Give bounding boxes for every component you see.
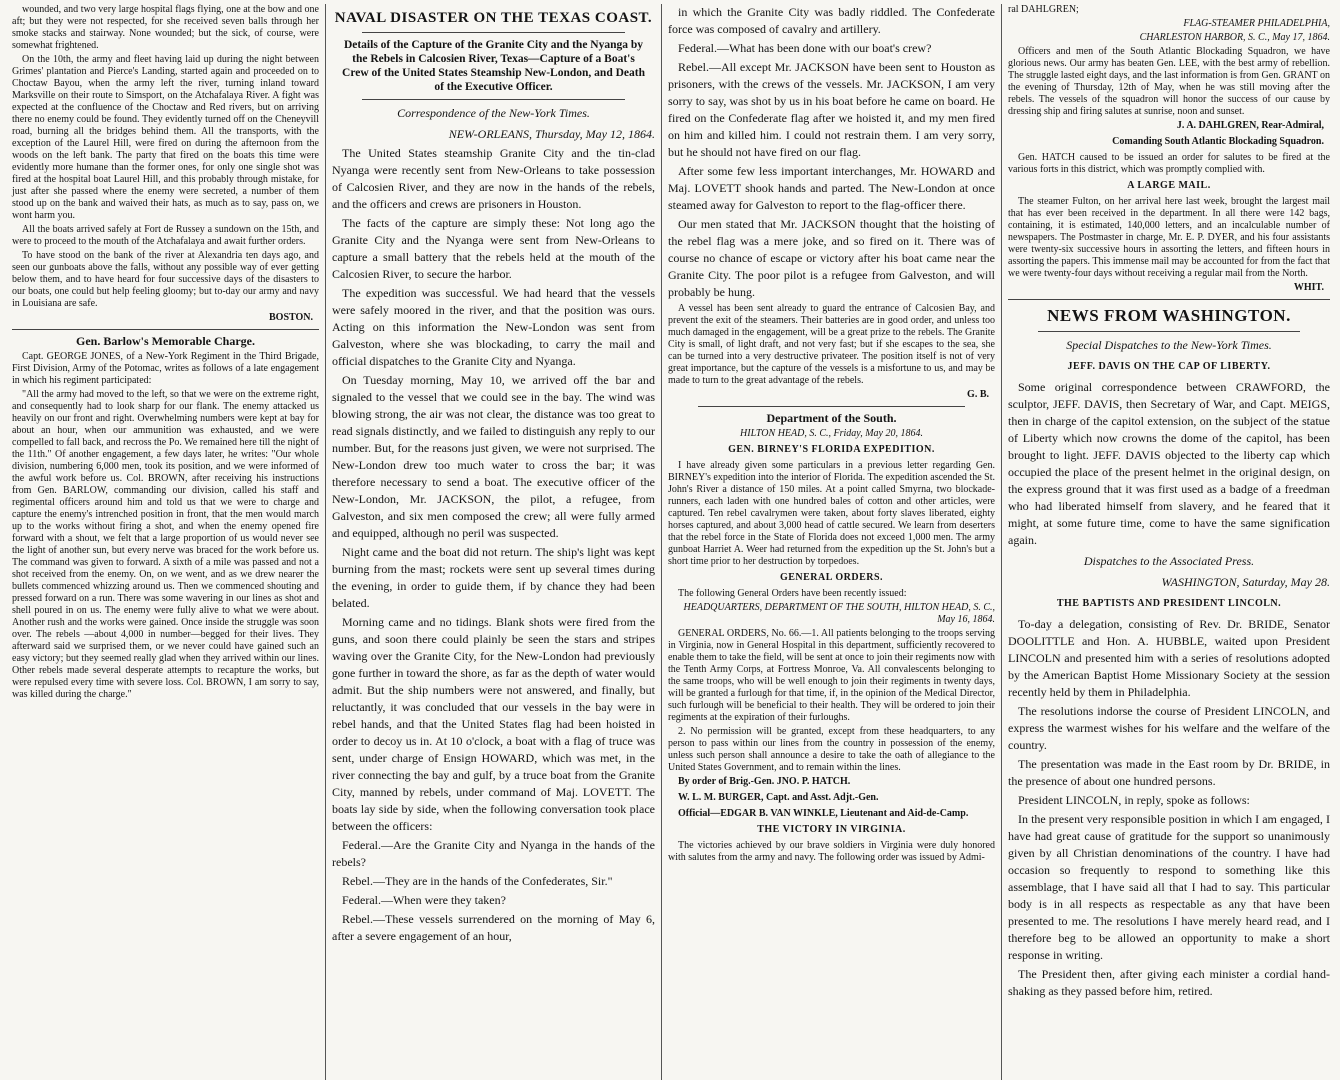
article-paragraph: Some original correspondence between CRAWFORD, the sculptor, JEFF. DAVIS, then Secretary of War, and Capt. MEIGS, then in charge of the capitol extension, on the subject of the statue of Liberty which now crowns the dome of the capitol, has been brought to light. JEFF. DAVIS objected to the liberty cap which occupied the place of the present helmet in the original design, on the express ground that it was first used as a badge of a freedman who had liberated himself from slavery, and he feared that it might, at some future time, come to have the same signification again. xyxy=(1008,380,1330,547)
headquarters-line: CHARLESTON HARBOR, S. C., May 17, 1864. xyxy=(1139,32,1330,43)
orders-paragraph: GENERAL ORDERS, No. 66.—1. All patients belonging to the troops serving in Virginia, now in General Hospital in this department, sufficiently recovered to enable them to take the field, will be sent at once to join their regiments now with the Tenth Army Corps, at Fortress Monroe, Va. All convalescents belonging to the same troops, who will be well enough to join their regiments in twenty days, will be granted a furlough for that time, if, in the opinion of the Medical Director, such furlough will be beneficial to their health. They will be ordered to join their regiments at the expiration of their furloughs. xyxy=(668,628,995,723)
headline-rule xyxy=(1038,331,1300,332)
article-paragraph: Night came and the boat did not return. The ship's light was kept burning from the mast; rockets were sent up several times during the evening, in order to guide them, if by chance they had been belated. xyxy=(332,545,655,610)
article-paragraph: The victories achieved by our brave soldiers in Virginia were duly honored with salutes from the army and navy. The following order was issued by Admi- xyxy=(668,840,995,863)
article-paragraph: To-day a delegation, consisting of Rev. Dr. BRIDE, Senator DOOLITTLE and Hon. A. HUBBLE, waited upon President LINCOLN and presented him with a series of resolutions adopted by the American Baptist Home Missionary Society at the session recently held by them in Philadelphia. xyxy=(1008,617,1330,699)
column-1 xyxy=(6,4,326,1080)
article-paragraph: All the boats arrived safely at Fort de Russey a sundown on the 15th, and were to proceed to the mouth of the Atchafalaya and await further orders. xyxy=(12,224,319,247)
dialogue-line: Rebel.—All except Mr. JACKSON have been sent to Houston as prisoners, with the crews of the vessels. Mr. JACKSON, I am very sorry to say, was shot by us in his boat before he came on board. He fired on the Confederate flag after we hoisted it, and my men fired on him and killed him. I could not restrain them. I am very sorry, but he should not have fired on our flag. xyxy=(668,60,995,159)
article-paragraph: The United States steamship Granite City and the tin-clad Nyanga were recently sent from New-Orleans to take possession of Calcosien River, and they are now in the hands of the rebels, and the officers and crews are prisoners in Houston. xyxy=(332,146,655,211)
article-paragraph: After some few less important interchanges, Mr. HOWARD and Maj. LOVETT shook hands and parted. The New-London at once steamed away for Galveston to report to the flag-officer there. xyxy=(668,164,995,212)
signature: G. B. xyxy=(967,389,989,400)
article-paragraph: The President then, after giving each minister a cordial hand-shaking as they passed before him, retired. xyxy=(1008,967,1330,998)
section-heading: Department of the South. xyxy=(766,411,897,425)
column-4 xyxy=(1002,4,1336,1080)
article-paragraph: President LINCOLN, in reply, spoke as follows: xyxy=(1018,793,1250,807)
article-paragraph: The presentation was made in the East room by Dr. BRIDE, in the presence of about one hundred persons. xyxy=(1008,757,1330,788)
article-paragraph: ral DAHLGREN; xyxy=(1008,4,1079,15)
headquarters-line: HEADQUARTERS, DEPARTMENT OF THE SOUTH, HILTON HEAD, S. C., May 16, 1864. xyxy=(683,602,995,625)
article-paragraph: in which the Granite City was badly riddled. The Confederate force was composed of cavalry and artillery. xyxy=(668,5,995,36)
dateline: NEW-ORLEANS, Thursday, May 12, 1864. xyxy=(448,127,655,141)
article-heading: Gen. Barlow's Memorable Charge. xyxy=(76,334,255,348)
column-2 xyxy=(326,4,662,1080)
article-paragraph: Gen. HATCH caused to be issued an order for salutes to be fired at the various forts in this district, which was promptly complied with. xyxy=(1008,152,1330,175)
section-rule xyxy=(698,406,965,407)
article-paragraph: wounded, and two very large hospital flags flying, one at the bow and one aft; but they were not respected, for she received seven balls through her smoke stacks and stairway. None wounded; but the sick, of course, were somewhat frightened. xyxy=(12,4,319,51)
article-paragraph: Officers and men of the South Atlantic Blockading Squadron, we have glorious news. Our army has beaten Gen. LEE, with the best army of rebellion. The struggle lasted eight days, and the last information is from Gen. GRANT on the evening of Thursday, 12th of May, when he was still moving after the rebels. The vessels of the squadron will honor the success of our cause by dressing ship and firing salutes at sunrise, noon and sunset. xyxy=(1008,46,1330,117)
subheading: GEN. BIRNEY'S FLORIDA EXPEDITION. xyxy=(728,444,935,455)
article-paragraph: I have already given some particulars in a previous letter regarding Gen. BIRNEY's expedition into the interior of Florida. The expedition ascended the St. John's River a distance of 150 miles. At a point called Smyrna, two blockade-runners, each laden with one hundred bales of cotton and other articles, were captured. Ten rebel cavalrymen were taken, about forty slaves liberated, eighty horses captured, and about 3,000 head of cattle secured. We learn from deserters that the rebel force in the State of Florida does not exceed 1,000 men. The army gunboat Harriet A. Weer had returned from the expedition up the St. John's but a short time prior to her destruction by torpedoes. xyxy=(668,460,995,567)
article-paragraph: The following General Orders have been recently issued: xyxy=(678,588,907,599)
dialogue-line: Federal.—Are the Granite City and Nyanga in the hands of the rebels? xyxy=(332,838,655,869)
order-signature: Official—EDGAR B. VAN WINKLE, Lieutenant and Aid-de-Camp. xyxy=(678,808,969,819)
order-signature: By order of Brig.-Gen. JNO. P. HATCH. xyxy=(678,776,851,787)
order-signature: W. L. M. BURGER, Capt. and Asst. Adjt.-Gen. xyxy=(678,792,879,803)
signature: WHIT. xyxy=(1293,282,1324,293)
article-paragraph: Morning came and no tidings. Blank shots were fired from the guns, and soon there could plainly be seen the stars and stripes waving over the Granite City, for the New-London had previously gone further in toward the shore, as far as the depth of water would admit. But the ship numbers were not answered, and finally, but reluctantly, it was concluded that our vessels in the bay were in rebel hands, and that the United States flag had been hoisted in order to decoy us in. At 10 o'clock, a boat with a flag of truce was sent, under charge of Ensign HOWARD, which was met, in the river connecting the bay and gulf, by a truce boat from the Granite City, manned by rebels, under command of Maj. LOVETT. The boats lay side by side, when the following conversation took place between the officers: xyxy=(332,615,655,833)
article-paragraph: The steamer Fulton, on her arrival here last week, brought the largest mail that has ever been received in the department. In all there were 142 bags, containing, it is estimated, 140,000 letters, and an incalculable number of newspapers. The Postmaster in charge, Mr. E. P. DYER, and his four assistants were twenty-six successive hours in assorting the letters, and fifteen hours in assorting the papers. This immense mail may be accounted for from the fact that we were twenty-four days without receiving a regular mail from the North. xyxy=(1008,196,1330,279)
article-paragraph: A vessel has been sent already to guard the entrance of Calcosien Bay, and prevent the exit of the steamers. Their batteries are in good order, and unless too much damaged in the engagement, will be a great prize to the rebels. The Granite City is small, of light draft, and not very fast; but if she escapes to the sea, she can be turned into a very destructive privateer. The position itself is not of very great importance, but the capture of the vessels is a misfortune to us, and may be made to turn to the great advantage of the rebels. xyxy=(668,303,995,386)
correspondence-line: Dispatches to the Associated Press. xyxy=(1083,554,1255,568)
article-paragraph: "All the army had moved to the left, so that we were on the extreme right, and consequently had to look sharp for our flank. The enemy attacked us heavily on our front and right. Overwhelming numbers were kept at bay for about an hour, when our ammunition was exhausted, and we were compelled to fall back, and recross the Po. We remained here till the night of the 11th." Of another engagement, a few days later, he writes: "Our whole division, numbering 6,000 men, took its position, and we were informed of the awful work before us. Col. BROWN, after receiving his instructions from Gen. BARLOW, commanding our division, called his staff and regimental officers around him and told us that we were to charge and capture the enemy's intrenched position in front, that the men would march up to the works without firing a shot, and when the enemy opened fire forward with a shout, we felt that a large proportion of us would never see the light of another sun, but every nerve was braced for the work before us. The command was given to forward. A sixth of a mile was passed and not a shot received from the enemy. On, on we went, and as we drew nearer the bullets commenced whizzing around us. Then we commenced shouting and pressed forward on a run. There was some wavering in our lines as shot and shell poured in on us. The enemy were fully alive to what we were about. Another rush and the works were gained. Once inside the struggle was soon over. The rebels —about 4,000 in number—begged for their lives. They afterward said we surprised them, or we never could have gained such an easy victory; but they seemed really glad when they arrived within our lines. Other rebels made several desperate attempts to recapture the works, but were repulsed every time with severe loss. Col. BROWN, I am sorry to say, was killed during the charge." xyxy=(12,389,319,700)
article-paragraph: Our men stated that Mr. JACKSON thought that the hoisting of the rebel flag was a mere joke, and so fired on it. There was of course no chance of escape or victory after his boat came near the Granite City. The poor pilot is a refugee from Galveston, and will probably be hung. xyxy=(668,217,995,299)
correspondence-line: Correspondence of the New-York Times. xyxy=(397,106,590,120)
dialogue-line: Rebel.—They are in the hands of the Confederates, Sir." xyxy=(342,874,613,888)
column-rule xyxy=(12,329,319,330)
quoted-speech: In the present very responsible position in which I am engaged, I have had great cause of gratitude for the support so unanimously given by all Christian denominations of the country. I have had occasion so frequently to respond to something like this assemblage, that I have said all that I had to say. This particular body is in all respects as respectable as any that have been presented to me. The resolutions I have merely heard read, and I therefore beg to be allowed an opportunity to make a short response in writing. xyxy=(1008,812,1330,962)
article-headline: NEWS FROM WASHINGTON. xyxy=(1047,306,1291,325)
headquarters-line: FLAG-STEAMER PHILADELPHIA, xyxy=(1183,18,1330,29)
dialogue-line: Rebel.—These vessels surrendered on the morning of May 6, after a severe engagement of an hour, xyxy=(332,912,655,943)
subheading: THE VICTORY IN VIRGINIA. xyxy=(757,824,906,835)
subheading: THE BAPTISTS AND PRESIDENT LINCOLN. xyxy=(1056,598,1282,609)
subheading: JEFF. DAVIS ON THE CAP OF LIBERTY. xyxy=(1067,361,1271,372)
article-paragraph: Capt. GEORGE JONES, of a New-York Regiment in the Third Brigade, First Division, Army of the Potomac, writes as follows of a late engagement in which his regiment participated: xyxy=(12,351,319,386)
dialogue-line: Federal.—When were they taken? xyxy=(342,893,506,907)
signature: BOSTON. xyxy=(269,312,313,323)
correspondence-line: Special Dispatches to the New-York Times. xyxy=(1066,338,1272,352)
signature: Comanding South Atlantic Blockading Squadron. xyxy=(1112,136,1324,147)
orders-paragraph: 2. No permission will be granted, except from these headquarters, to any person to pass within our lines from the country in possession of the enemy, unless such person shall announce a desire to take the oath of allegiance to the United States Government, and to remain within the lines. xyxy=(668,726,995,773)
headline-rule xyxy=(362,32,625,33)
subheading: GENERAL ORDERS. xyxy=(779,572,884,583)
signature: J. A. DAHLGREN, Rear-Admiral, xyxy=(1176,120,1324,131)
article-paragraph: The facts of the capture are simply these: Not long ago the Granite City and the Nyanga were sent from New-Orleans to capture a small battery that the rebels held at the mouth of the Calcosien River, to secure the harbor. xyxy=(332,216,655,281)
article-paragraph: The expedition was successful. We had heard that the vessels were safely moored in the river, and that the position was ours. Acting on this information the New-London was sent from Galveston, where she was blockading, to carry the mail and official dispatches to the Granite City and Nyanga. xyxy=(332,286,655,368)
article-paragraph: On the 10th, the army and fleet having laid up during the night between Grimes' plantation and Pierce's Landing, started again and proceeded on to Choctaw Bayou, when the army left the river, turning inland toward Marksville on their route to Simsport, on the Atchafalaya River. A fight was expected at the confluence of the Choctaw and Red rivers, but on arriving there no enemy could be found. They evidently turned off on the Cheneyvill road, burning all the bridges behind them. All the transports, with the exception of the Laurel Hill, were fired on during the afternoon from the woods on the left bank. The party that fired on the boats this time were evidently more humane than the former ones, for only one single shot was fired at the hospital boat Laurel Hill, and this probably through mistake, for just after she passed where the enemy were secreted, a number of them stood up on the bank and waived their hats, as much as to say, pass on, we wont harm you. xyxy=(12,54,319,221)
article-paragraph: The resolutions indorse the course of President LINCOLN, and express the warmest wishes for his welfare and the welfare of the country. xyxy=(1008,704,1330,752)
dateline: HILTON HEAD, S. C., Friday, May 20, 1864. xyxy=(740,428,923,439)
dateline: WASHINGTON, Saturday, May 28. xyxy=(1161,575,1330,589)
article-headline: NAVAL DISASTER ON THE TEXAS COAST. xyxy=(334,10,653,26)
column-3 xyxy=(662,4,1002,1080)
article-paragraph: To have stood on the bank of the river at Alexandria ten days ago, and seen our gunboats above the falls, without any possible way of ever getting below them, and to have heard for four successive days of the disasters to our boats, one could but help feeling gloomy; but to-day our army and navy in Louisiana are safe. xyxy=(12,250,319,309)
deck-rule xyxy=(362,99,625,100)
article-deck: Details of the Capture of the Granite City and the Nyanga by the Rebels in Calcosien River, Texas—Capture of a Boat's Crew of the United States Steamship New-London, and Death of the Executive Officer. xyxy=(342,39,645,93)
subheading: A LARGE MAIL. xyxy=(1127,180,1211,191)
dialogue-line: Federal.—What has been done with our boat's crew? xyxy=(678,41,932,55)
article-paragraph: On Tuesday morning, May 10, we arrived off the bar and signaled to the vessel that we could see in the bay. The wind was blowing strong, the air was not clear, the distance was too great to read signals distinctly, and we failed to distinguish any reply to our number. But, for the reasons just given, we were not surprised. The New-London drew too much water to cross the bar; it was therefore necessary to send a boat. The executive officer of the New-London, Mr. JACKSON, the pilot, a refugee, from Galveston, and six men composed the crew; all were fully armed and equipped, although no peril was suspected. xyxy=(332,373,655,540)
section-rule xyxy=(1008,299,1330,300)
